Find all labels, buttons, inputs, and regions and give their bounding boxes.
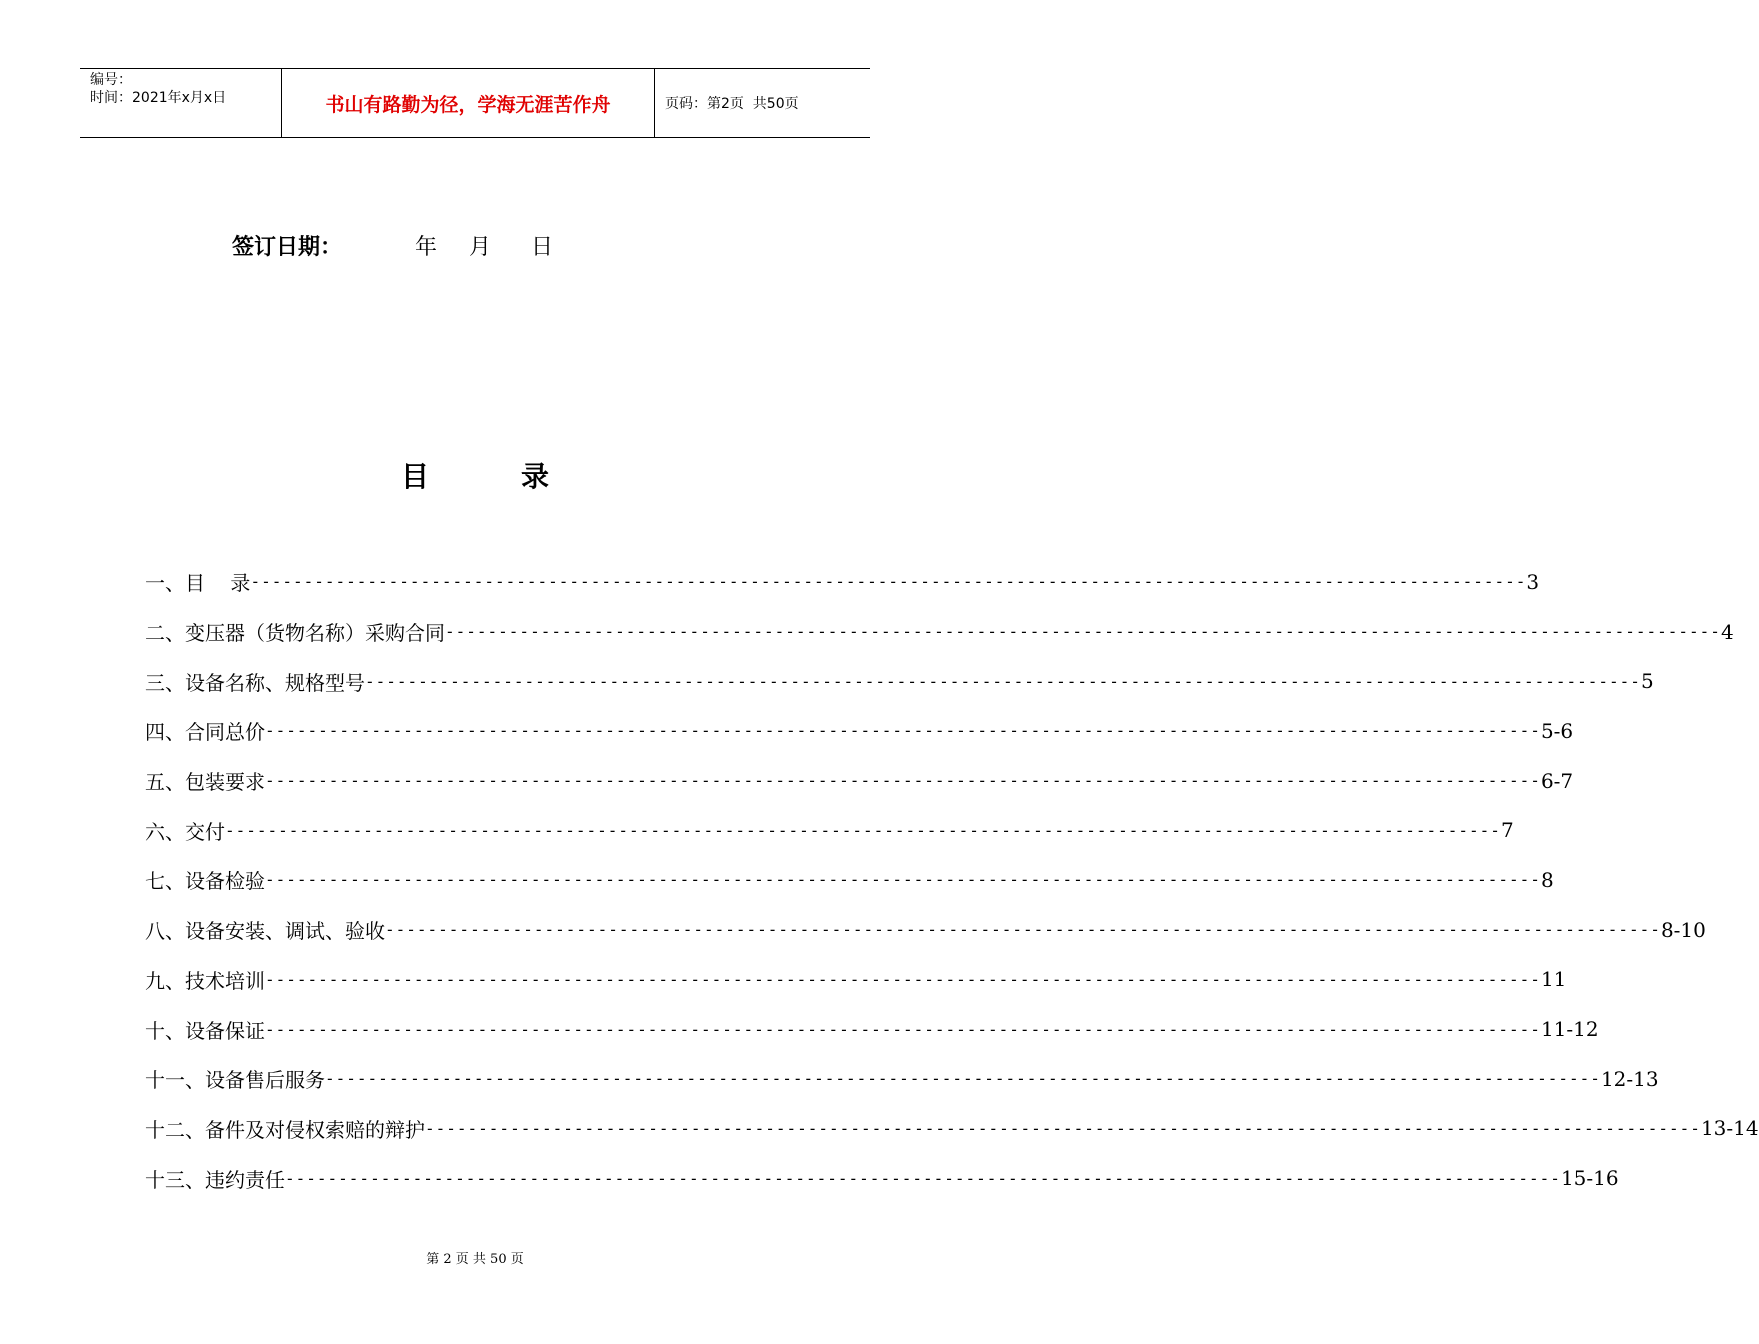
toc-entry-label: 十、设备保证	[145, 1018, 265, 1043]
toc-entry-page: 15-16	[1560, 1166, 1619, 1191]
toc-entry-label: 九、技术培训	[145, 968, 265, 993]
toc-entry-leader: ------------------------------------------------------------------------------------------------------------------------	[265, 870, 1541, 890]
toc-entry-leader: ------------------------------------------------------------------------------------------------------------------------	[385, 920, 1661, 940]
toc-entry-leader: ------------------------------------------------------------------------------------------------------------------------	[445, 622, 1721, 642]
toc-entry-label: 十三、违约责任	[145, 1167, 285, 1192]
toc-entry[interactable]	[145, 557, 1540, 607]
toc-entry-label: 六、交付	[145, 819, 225, 844]
toc-title	[0, 455, 950, 495]
toc-title-char-1: 目	[400, 460, 429, 493]
toc-entry-leader: ------------------------------------------------------------------------------------------------------------------------	[225, 820, 1501, 840]
toc-entry-leader: ------------------------------------------------------------------------------------------------------------------------	[265, 969, 1541, 989]
toc-entry-label: 五、包装要求	[145, 770, 265, 795]
number-label: 编号：	[90, 72, 132, 88]
toc-entry[interactable]	[145, 805, 1514, 855]
toc-entry-page: 5	[1640, 669, 1654, 694]
toc-entry-leader: ------------------------------------------------------------------------------------------------------------------------	[265, 721, 1541, 741]
toc-entry[interactable]	[145, 1054, 1659, 1104]
toc-entry-label: 八、设备安装、调试、验收	[145, 919, 385, 944]
toc-entry-label: 一、目 录	[145, 571, 251, 596]
sign-date-line	[232, 230, 553, 261]
toc-entry[interactable]	[145, 1153, 1619, 1203]
toc-entry-leader: ------------------------------------------------------------------------------------------------------------------------	[250, 572, 1527, 592]
toc-entry[interactable]	[145, 905, 1706, 955]
toc-entry-leader: ------------------------------------------------------------------------------------------------------------------------	[425, 1118, 1701, 1138]
toc-entry-page: 8	[1540, 867, 1554, 892]
day-unit: 日	[531, 235, 554, 260]
toc-entry-page: 13-14	[1700, 1116, 1759, 1141]
toc-entry-page: 11	[1540, 967, 1567, 992]
toc-entry-label: 十一、设备售后服务	[145, 1068, 325, 1093]
toc-entry-page: 5-6	[1540, 718, 1574, 743]
toc-entry[interactable]	[145, 706, 1574, 756]
table-of-contents	[145, 557, 1759, 1203]
year-unit: 年	[415, 235, 438, 260]
header-page-info	[655, 69, 870, 137]
page-info-text: 页码：第2页 共50页	[665, 96, 799, 112]
toc-entry[interactable]	[145, 1004, 1599, 1054]
month-unit: 月	[469, 235, 492, 260]
toc-entry-page: 12-13	[1600, 1066, 1659, 1091]
toc-entry-label: 十二、备件及对侵权索赔的辩护	[145, 1117, 425, 1142]
toc-entry-leader: ------------------------------------------------------------------------------------------------------------------------	[285, 1168, 1561, 1188]
toc-title-char-2: 录	[521, 460, 550, 493]
toc-entry-leader: ------------------------------------------------------------------------------------------------------------------------	[365, 671, 1641, 691]
page-header	[80, 68, 870, 138]
toc-entry[interactable]	[145, 855, 1554, 905]
toc-entry-page: 8-10	[1660, 917, 1706, 942]
toc-entry-label: 四、合同总价	[145, 720, 265, 745]
toc-entry[interactable]	[145, 656, 1654, 706]
toc-entry-label: 三、设备名称、规格型号	[145, 670, 365, 695]
toc-entry-page: 7	[1500, 818, 1514, 843]
toc-entry[interactable]	[145, 756, 1574, 806]
toc-entry-leader: ------------------------------------------------------------------------------------------------------------------------	[325, 1069, 1601, 1089]
header-motto: 书山有路勤为径，学海无涯苦作舟	[282, 69, 655, 137]
toc-entry[interactable]	[145, 955, 1567, 1005]
header-meta	[80, 69, 282, 137]
toc-entry-label: 二、变压器（货物名称）采购合同	[145, 621, 445, 646]
page-footer: 第 2 页 共 50 页	[426, 1252, 524, 1267]
toc-entry-leader: ------------------------------------------------------------------------------------------------------------------------	[265, 1019, 1541, 1039]
toc-entry-page: 3	[1526, 569, 1540, 594]
time-label: 时间：2021年x月x日	[90, 90, 227, 106]
toc-entry-label: 七、设备检验	[145, 869, 265, 894]
sign-date-label: 签订日期：	[232, 235, 343, 260]
toc-entry-leader: ------------------------------------------------------------------------------------------------------------------------	[265, 771, 1541, 791]
toc-entry-page: 6-7	[1540, 768, 1574, 793]
toc-entry[interactable]	[145, 607, 1734, 657]
toc-entry-page: 11-12	[1540, 1017, 1599, 1042]
toc-entry-page: 4	[1720, 619, 1734, 644]
toc-entry[interactable]	[145, 1104, 1759, 1154]
